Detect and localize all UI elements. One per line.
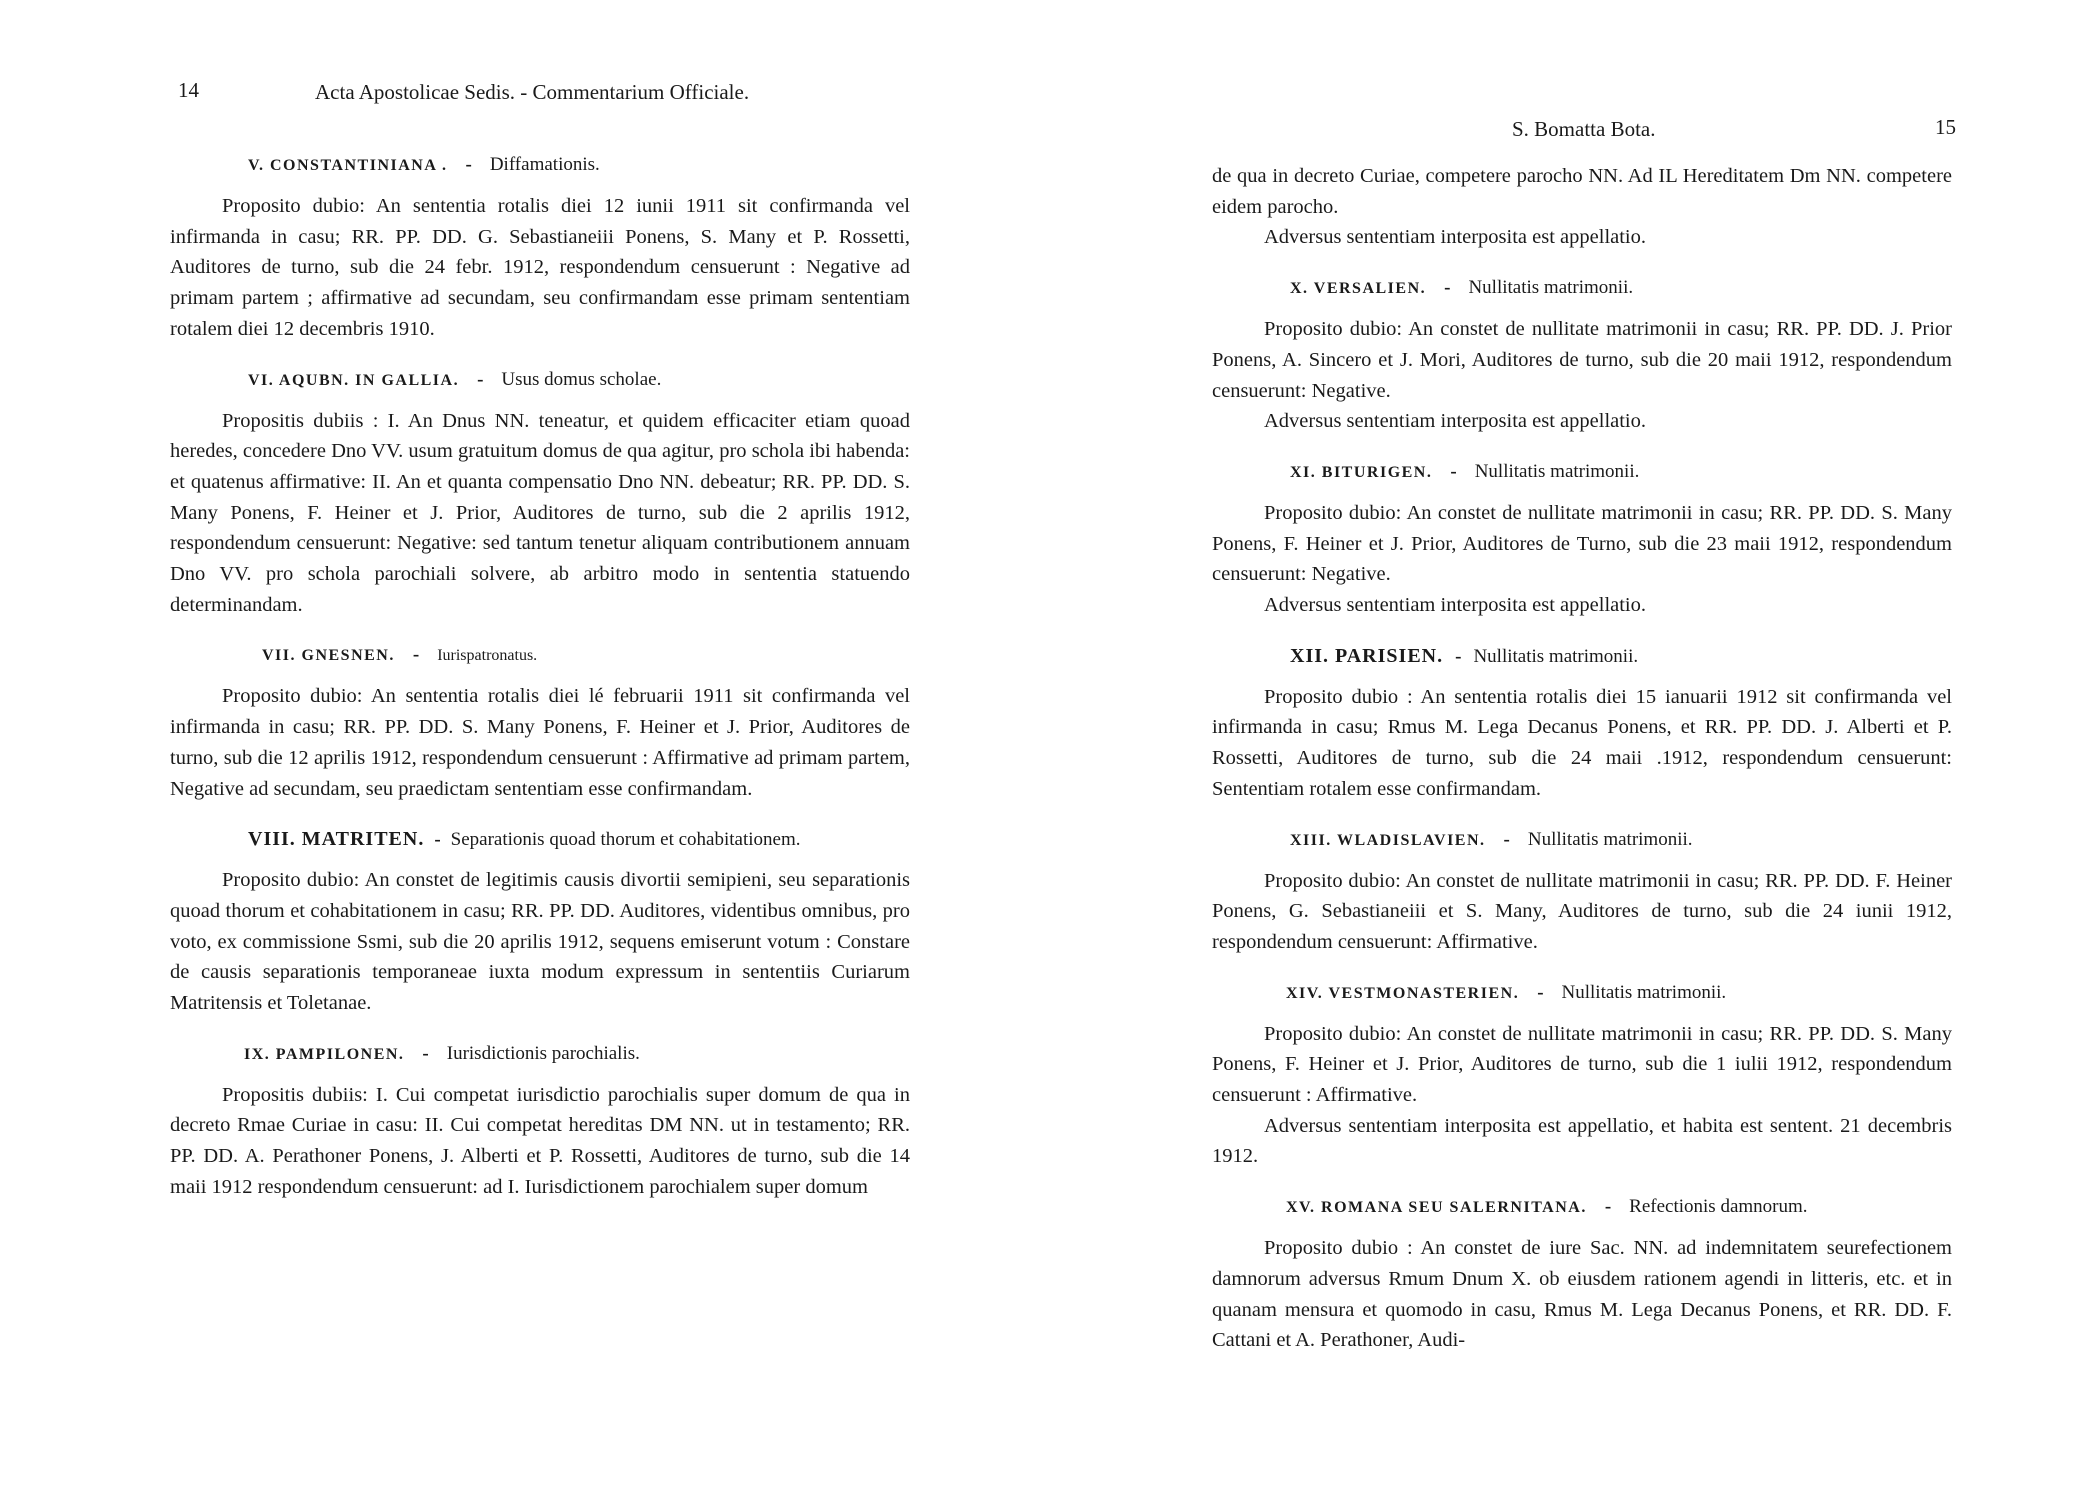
case-label: XI. BITURIGEN.: [1290, 463, 1433, 481]
entry-heading: XIV. VESTMONASTERIEN. - Nullitatis matrimonii.: [1286, 981, 1727, 1003]
case-subject: Iurisdictionis parochialis.: [446, 1042, 640, 1064]
decision-entry: [170, 1039, 910, 1203]
case-subject: Refectionis damnorum.: [1629, 1196, 1808, 1218]
right-text-block: [1212, 161, 1952, 1356]
decision-entry: [170, 365, 910, 621]
appeal-note: Adversus sententiam interposita est appellatio.: [1264, 410, 1647, 433]
entry-text: Proposito dubio: An sententia rotalis diei lé februarii 1911 sit confirmanda vel infirmanda in casu; RR. PP. DD. S. Many Ponens, F. Heiner et J. Prior, Auditores de turno, sub die 12 aprilis 1912, respondendum censuerunt : Affirmative ad primam partem, Negative ad secundam, seu praedictam sententiam esse confirmandam.: [170, 685, 910, 800]
decision-entry: [1212, 273, 1952, 437]
case-subject: Usus domus scholae.: [501, 368, 662, 390]
entry-text: Proposito dubio: An constet de nullitate matrimonii in casu; RR. PP. DD. S. Many Ponens, F. Heiner et J. Prior, Auditores de Turno, sub die 23 maii 1912, respondendum censuerunt: Negative.: [1212, 501, 1952, 586]
entry-heading: X. VERSALIEN. - Nullitatis matrimonii.: [1290, 277, 1634, 299]
case-label: VIII. MATRITEN.: [248, 828, 425, 851]
entry-heading: V. CONSTANTINIANA . - Diffamationis.: [248, 154, 600, 175]
entry-heading: IX. PAMPILONEN. - Iurisdictionis parochialis.: [244, 1042, 640, 1064]
entry-heading: XIII. WLADISLAVIEN. - Nullitatis matrimonii.: [1290, 828, 1693, 850]
continuation-text: de qua in decreto Curiae, competere parocho NN. Ad IL Hereditatem Dm NN. competere eidem parocho.: [1212, 165, 1952, 218]
case-label: XIII. WLADISLAVIEN.: [1290, 831, 1486, 849]
entry-heading: VIII. MATRITEN. - Separationis quoad thorum et cohabitationem.: [248, 828, 801, 851]
entry-text: Proposito dubio: An constet de nullitate matrimonii in casu; RR. PP. DD. S. Many Ponens, F. Heiner et J. Prior, Auditores de turno, sub die 1 iulii 1912, respondendum censuerunt : Affirmative.: [1212, 1022, 1952, 1107]
case-label: XIV. VESTMONASTERIEN.: [1286, 984, 1520, 1002]
entry-body: [1212, 1019, 1952, 1111]
entry-body: [1212, 314, 1952, 406]
case-subject: Nullitatis matrimonii.: [1561, 981, 1727, 1003]
decision-entry: [1212, 1192, 1952, 1356]
entry-text: Proposito dubio: An constet de legitimis causis divortii semipieni, seu separationis quoad thorum et cohabitationem in casu; RR. PP. DD. Auditores, videntibus omnibus, pro voto, ex commissione Ssmi, sub die 20 aprilis 1912, sequens emiserunt votum : Constare de causis separationis temporaneae iuxta modum expressum in sententiis Curiarum Matritensis et Toletanae.: [170, 869, 910, 1015]
entry-body: [170, 681, 910, 804]
case-subject: Separationis quoad thorum et cohabitationem.: [450, 829, 801, 851]
entry-text: Proposito dubio: An constet de nullitate matrimonii in casu; RR. PP. DD. J. Prior Ponens, A. Sincero et J. Mori, Auditores de turno, sub die 20 maii 1912, respondendum censuerunt: Negative.: [1212, 318, 1952, 402]
case-label: VII. GNESNEN.: [262, 647, 395, 665]
running-head: Acta Apostolicae Sedis. - Commentarium Officiale.: [315, 80, 750, 104]
entry-text: Proposito dubio: An sententia rotalis diei 12 iunii 1911 sit confirmanda vel infirmanda in casu; RR. PP. DD. G. Sebastianeiii Ponens, S. Many et P. Rossetti, Auditores de turno, sub die 24 febr. 1912, respondendum censuerunt : Negative ad primam partem ; affirmative ad secundam, seu confirmandam esse primam sententiam rotalem diei 12 decembris 1910.: [170, 195, 910, 340]
case-label: X. VERSALIEN.: [1290, 280, 1427, 298]
decision-entry: [1212, 641, 1952, 805]
case-label: V. CONSTANTINIANA .: [248, 157, 448, 174]
case-subject: Iurispatronatus.: [437, 647, 538, 665]
case-subject: Nullitatis matrimonii.: [1474, 460, 1640, 482]
entry-text: Proposito dubio: An constet de nullitate matrimonii in casu; RR. PP. DD. F. Heiner Ponens, G. Sebastianeiii et S. Many, Auditores de turno, sub die 24 iunii 1912, respondendum censuerunt: Affirmative.: [1212, 869, 1952, 953]
appeal-note: Adversus sententiam interposita est appellatio, et habita est sentent. 21 decembris 1912.: [1212, 1114, 1952, 1168]
decision-entry: [1212, 978, 1952, 1173]
entry-body: [1212, 866, 1952, 958]
decision-entry: [1212, 825, 1952, 958]
entry-body: [170, 1080, 910, 1203]
case-subject: Diffamationis.: [489, 154, 600, 175]
entry-text: Propositis dubiis: I. Cui competat iurisdictio parochialis super domum de qua in decreto Rmae Curiae in casu: II. Cui competat hereditas DM NN. ut in testamento; RR. PP. DD. A. Perathoner Ponens, J. Alberti et P. Rossetti, Auditores de turno, sub die 14 maii 1912 respondendum censuerunt: ad I. Iurisdictionem parochialem super domum: [170, 1083, 910, 1198]
entry-body: [1212, 1233, 1952, 1356]
entry-text: Proposito dubio : An sententia rotalis diei 15 ianuarii 1912 sit confirmanda vel infirmanda in casu; Rmus M. Lega Decanus Ponens, et RR. PP. DD. J. Alberti et P. Rossetti, Auditores de turno, sub die 24 maii .1912, respondendum censuerunt: Sententiam rotalem esse confirmandam.: [1212, 685, 1952, 800]
decision-entry: [1212, 457, 1952, 621]
appeal-note: Adversus sententiam interposita est appellatio.: [1264, 226, 1647, 249]
left-text-block: [170, 150, 910, 1203]
entry-heading: XI. BITURIGEN. - Nullitatis matrimonii.: [1290, 460, 1640, 482]
entry-body: [170, 406, 910, 621]
entry-body: [1212, 682, 1952, 805]
entry-body: [170, 191, 910, 345]
decision-entry: [170, 640, 910, 804]
entry-heading: VII. GNESNEN. - Iurispatronatus.: [262, 644, 538, 666]
page-number: 15: [1935, 115, 1956, 139]
case-label: XII. PARISIEN.: [1290, 644, 1444, 667]
entry-body: [1212, 498, 1952, 590]
appeal-note: Adversus sententiam interposita est appellatio.: [1264, 594, 1647, 617]
entry-body: [170, 865, 910, 1019]
entry-text: Propositis dubiis : I. An Dnus NN. teneatur, et quidem efficaciter etiam quoad heredes, concedere Dno VV. usum gratuitum domus de qua agitur, pro schola ibi habenda: et quatenus affirmative: II. An et quanta compensatio Dno NN. debeatur; RR. PP. DD. S. Many Ponens, F. Heiner et J. Prior, Auditores de turno, sub die 2 aprilis 1912, respondendum censuerunt: Negative: sed tantum tenetur aliquam contributionem annuam Dno VV. pro schola parochiali solvere, ab arbitro modo in sententia statuendo determinandam.: [170, 409, 910, 616]
entry-text: Proposito dubio : An constet de iure Sac. NN. ad indemnitatem seurefectionem damnorum adversus Rmum Dnum X. ob eiusdem rationem agendi in litteris, etc. et in quanam mensura et quomodo in casu, Rmus M. Lega Decanus Ponens, et RR. DD. F. Cattani et A. Perathoner, Audi-: [1212, 1237, 1952, 1352]
case-label: VI. AQUBN. IN GALLIA.: [248, 371, 460, 389]
running-head: S. Bomatta Bota.: [1512, 117, 1656, 141]
page-number: 14: [178, 78, 199, 102]
entry-heading: XII. PARISIEN. - Nullitatis matrimonii.: [1290, 644, 1639, 667]
case-subject: Nullitatis matrimonii.: [1468, 277, 1634, 299]
case-label: IX. PAMPILONEN.: [244, 1045, 405, 1063]
decision-entry: [170, 824, 910, 1019]
case-subject: Nullitatis matrimonii.: [1473, 645, 1639, 667]
case-label: XV. ROMANA SEU SALERNITANA.: [1286, 1199, 1587, 1217]
entry-heading: VI. AQUBN. IN GALLIA. - Usus domus scholae.: [248, 368, 662, 390]
decision-entry: [170, 150, 910, 345]
case-subject: Nullitatis matrimonii.: [1527, 828, 1693, 850]
entry-heading: XV. ROMANA SEU SALERNITANA. - Refectionis damnorum.: [1286, 1196, 1808, 1218]
